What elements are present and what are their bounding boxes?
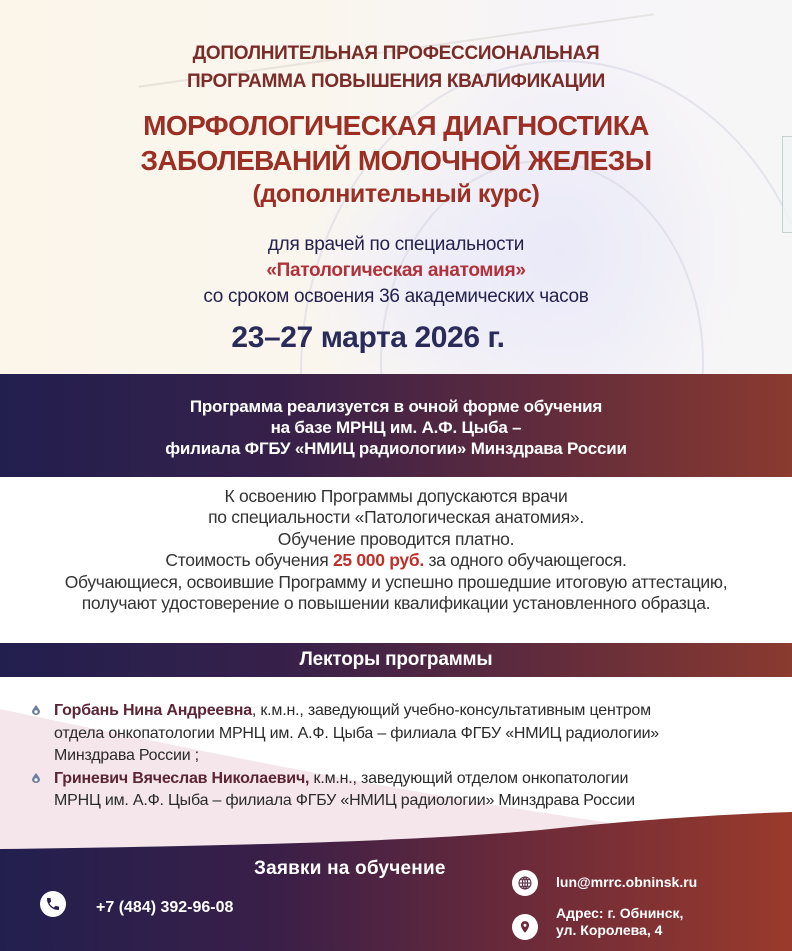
lecturer-name: Гриневич Вячеслав Николаевич,	[54, 769, 310, 787]
info-line: Обучающиеся, освоившие Программу и успешно прошедшие итоговую аттестацию,	[64, 571, 728, 592]
drop-bullet-icon	[32, 705, 40, 715]
phone-icon	[40, 891, 66, 917]
price-prefix: Стоимость обучения	[165, 550, 333, 571]
hero-section	[0, 0, 792, 374]
map-pin-icon	[512, 914, 538, 940]
audience-line: для врачей по специальности	[267, 234, 525, 255]
program-type-line: ПРОГРАММА ПОВЫШЕНИЯ КВАЛИФИКАЦИИ	[187, 71, 605, 92]
lecturers-list	[32, 700, 772, 813]
admission-info	[0, 486, 792, 614]
address	[556, 905, 683, 939]
lecturer-details: , к.м.н., заведующий учебно-консультативным центром	[251, 702, 651, 719]
price-value: 25 000 руб.	[332, 550, 424, 571]
drop-bullet-icon	[32, 773, 40, 783]
program-type-line: ДОПОЛНИТЕЛЬНАЯ ПРОФЕССИОНАЛЬНАЯ	[192, 43, 600, 64]
course-subtitle: (дополнительный курс)	[252, 180, 540, 208]
lecturer-details: МРНЦ им. А.Ф. Цыба – филиала ФГБУ «НМИЦ радиологии» Минздрава России	[54, 792, 635, 809]
format-line: филиала ФГБУ «НМИЦ радиологии» Минздрава России	[165, 439, 627, 458]
info-line: получают удостоверение о повышении квалификации установленного образца.	[81, 593, 711, 614]
lecturer-details: отдела онкопатологии МРНЦ им. А.Ф. Цыба – филиала ФГБУ «НМИЦ радиологии»	[54, 724, 659, 742]
lecturer-details: к.м.н., заведующий отделом онкопатологии	[309, 769, 629, 787]
course-title	[0, 108, 792, 178]
course-dates: 23–27 марта 2026 г.	[231, 321, 505, 354]
info-line: К освоению Программы допускаются врачи	[224, 486, 568, 506]
course-title-line: ЗАБОЛЕВАНИЙ МОЛОЧНОЙ ЖЕЛЕЗЫ	[140, 145, 652, 176]
program-type	[0, 40, 792, 96]
address-line: Адрес: г. Обнинск,	[556, 905, 684, 921]
price-line	[0, 550, 792, 571]
specialty: «Патологическая анатомия»	[266, 260, 526, 281]
lecturers-banner	[0, 643, 792, 677]
apply-heading: Заявки на обучение	[254, 858, 446, 879]
price-suffix: за одного обучающегося.	[423, 550, 627, 571]
info-line: Обучение проводится платно.	[277, 528, 515, 549]
course-title-line: МОРФОЛОГИЧЕСКАЯ ДИАГНОСТИКА	[143, 110, 649, 141]
address-line: ул. Королева, 4	[556, 922, 663, 938]
format-line: Программа реализуется в очной форме обучения	[189, 397, 603, 416]
email-link[interactable]: lun@mrrc.obninsk.ru	[556, 874, 698, 890]
info-line: по специальности «Патологическая анатомия».	[208, 507, 584, 528]
globe-icon	[512, 870, 538, 896]
audience	[0, 232, 792, 310]
lecturer-name: Горбань Нина Андреевна	[54, 702, 252, 719]
format-banner	[0, 374, 792, 477]
lecturer-item	[32, 700, 772, 768]
lecturers-heading: Лекторы программы	[299, 649, 493, 670]
phone-link[interactable]: +7 (484) 392-96-08	[96, 899, 234, 916]
format-line: на базе МРНЦ им. А.Ф. Цыба –	[270, 418, 522, 437]
lecturer-details: Минздрава России ;	[54, 747, 199, 764]
duration: со сроком освоения 36 академических часов	[203, 286, 589, 307]
